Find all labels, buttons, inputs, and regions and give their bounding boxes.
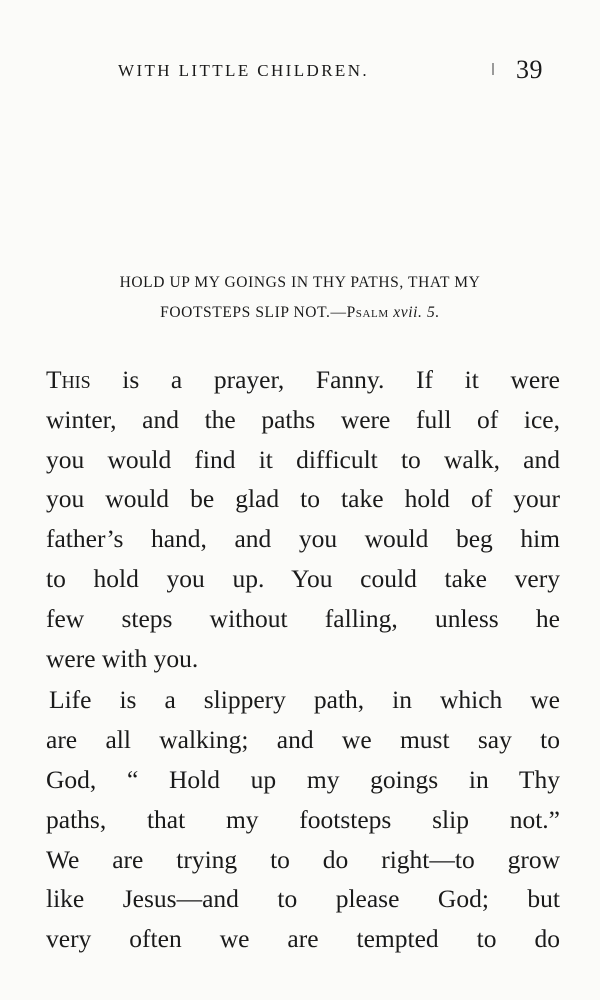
paragraph-1-line-7: few steps without falling, unless he xyxy=(46,603,560,633)
paragraph-2-line-5: We are trying to do right—to grow xyxy=(46,844,560,874)
epigraph-line-1: HOLD UP MY GOINGS IN THY PATHS, THAT MY xyxy=(119,274,481,291)
paragraph-1-line-6: to hold you up. You could take very xyxy=(46,563,560,593)
epigraph-line-2 xyxy=(40,298,560,328)
paragraph-1-line-1 xyxy=(46,360,560,400)
paragraph-2-line-4: paths, that my footsteps slip not.” xyxy=(46,804,560,834)
paragraph-1-line-5: father’s hand, and you would beg him xyxy=(46,524,560,554)
paragraph-2-line-6: like Jesus—and to please God; but xyxy=(46,884,560,914)
paragraph-1-line-3: you would find it difficult to walk, and xyxy=(46,444,560,474)
line-text: is a prayer, Fanny. If it were xyxy=(122,365,561,394)
paragraph-2 xyxy=(46,680,560,959)
page-number: 39 xyxy=(516,55,543,84)
page-mark xyxy=(492,63,494,75)
running-head xyxy=(0,55,600,89)
paragraph-2-line-7: very often we are tempted to do xyxy=(46,924,560,954)
paragraph-1-line-2: winter, and the paths were full of ice, xyxy=(46,404,560,434)
scripture-epigraph xyxy=(40,268,560,328)
paragraph-2-line-3: God, “ Hold up my goings in Thy xyxy=(46,764,560,794)
paragraph-1-line-8: were with you. xyxy=(46,643,199,673)
opening-word: This xyxy=(46,365,91,394)
paragraph-1 xyxy=(46,360,560,678)
paragraph-2-line-2: are all walking; and we must say to xyxy=(46,725,560,755)
scripture-book: Psalm xyxy=(346,304,389,321)
paragraph-1-line-4: you would be glad to take hold of your xyxy=(46,484,560,514)
scripture-verse: xvii. 5. xyxy=(393,304,440,321)
paragraph-2-line-1: Life is a slippery path, in which we xyxy=(49,685,560,715)
body-text xyxy=(46,360,560,959)
running-title: WITH LITTLE CHILDREN. xyxy=(118,61,370,80)
epigraph-text: FOOTSTEPS SLIP NOT.— xyxy=(160,304,347,321)
